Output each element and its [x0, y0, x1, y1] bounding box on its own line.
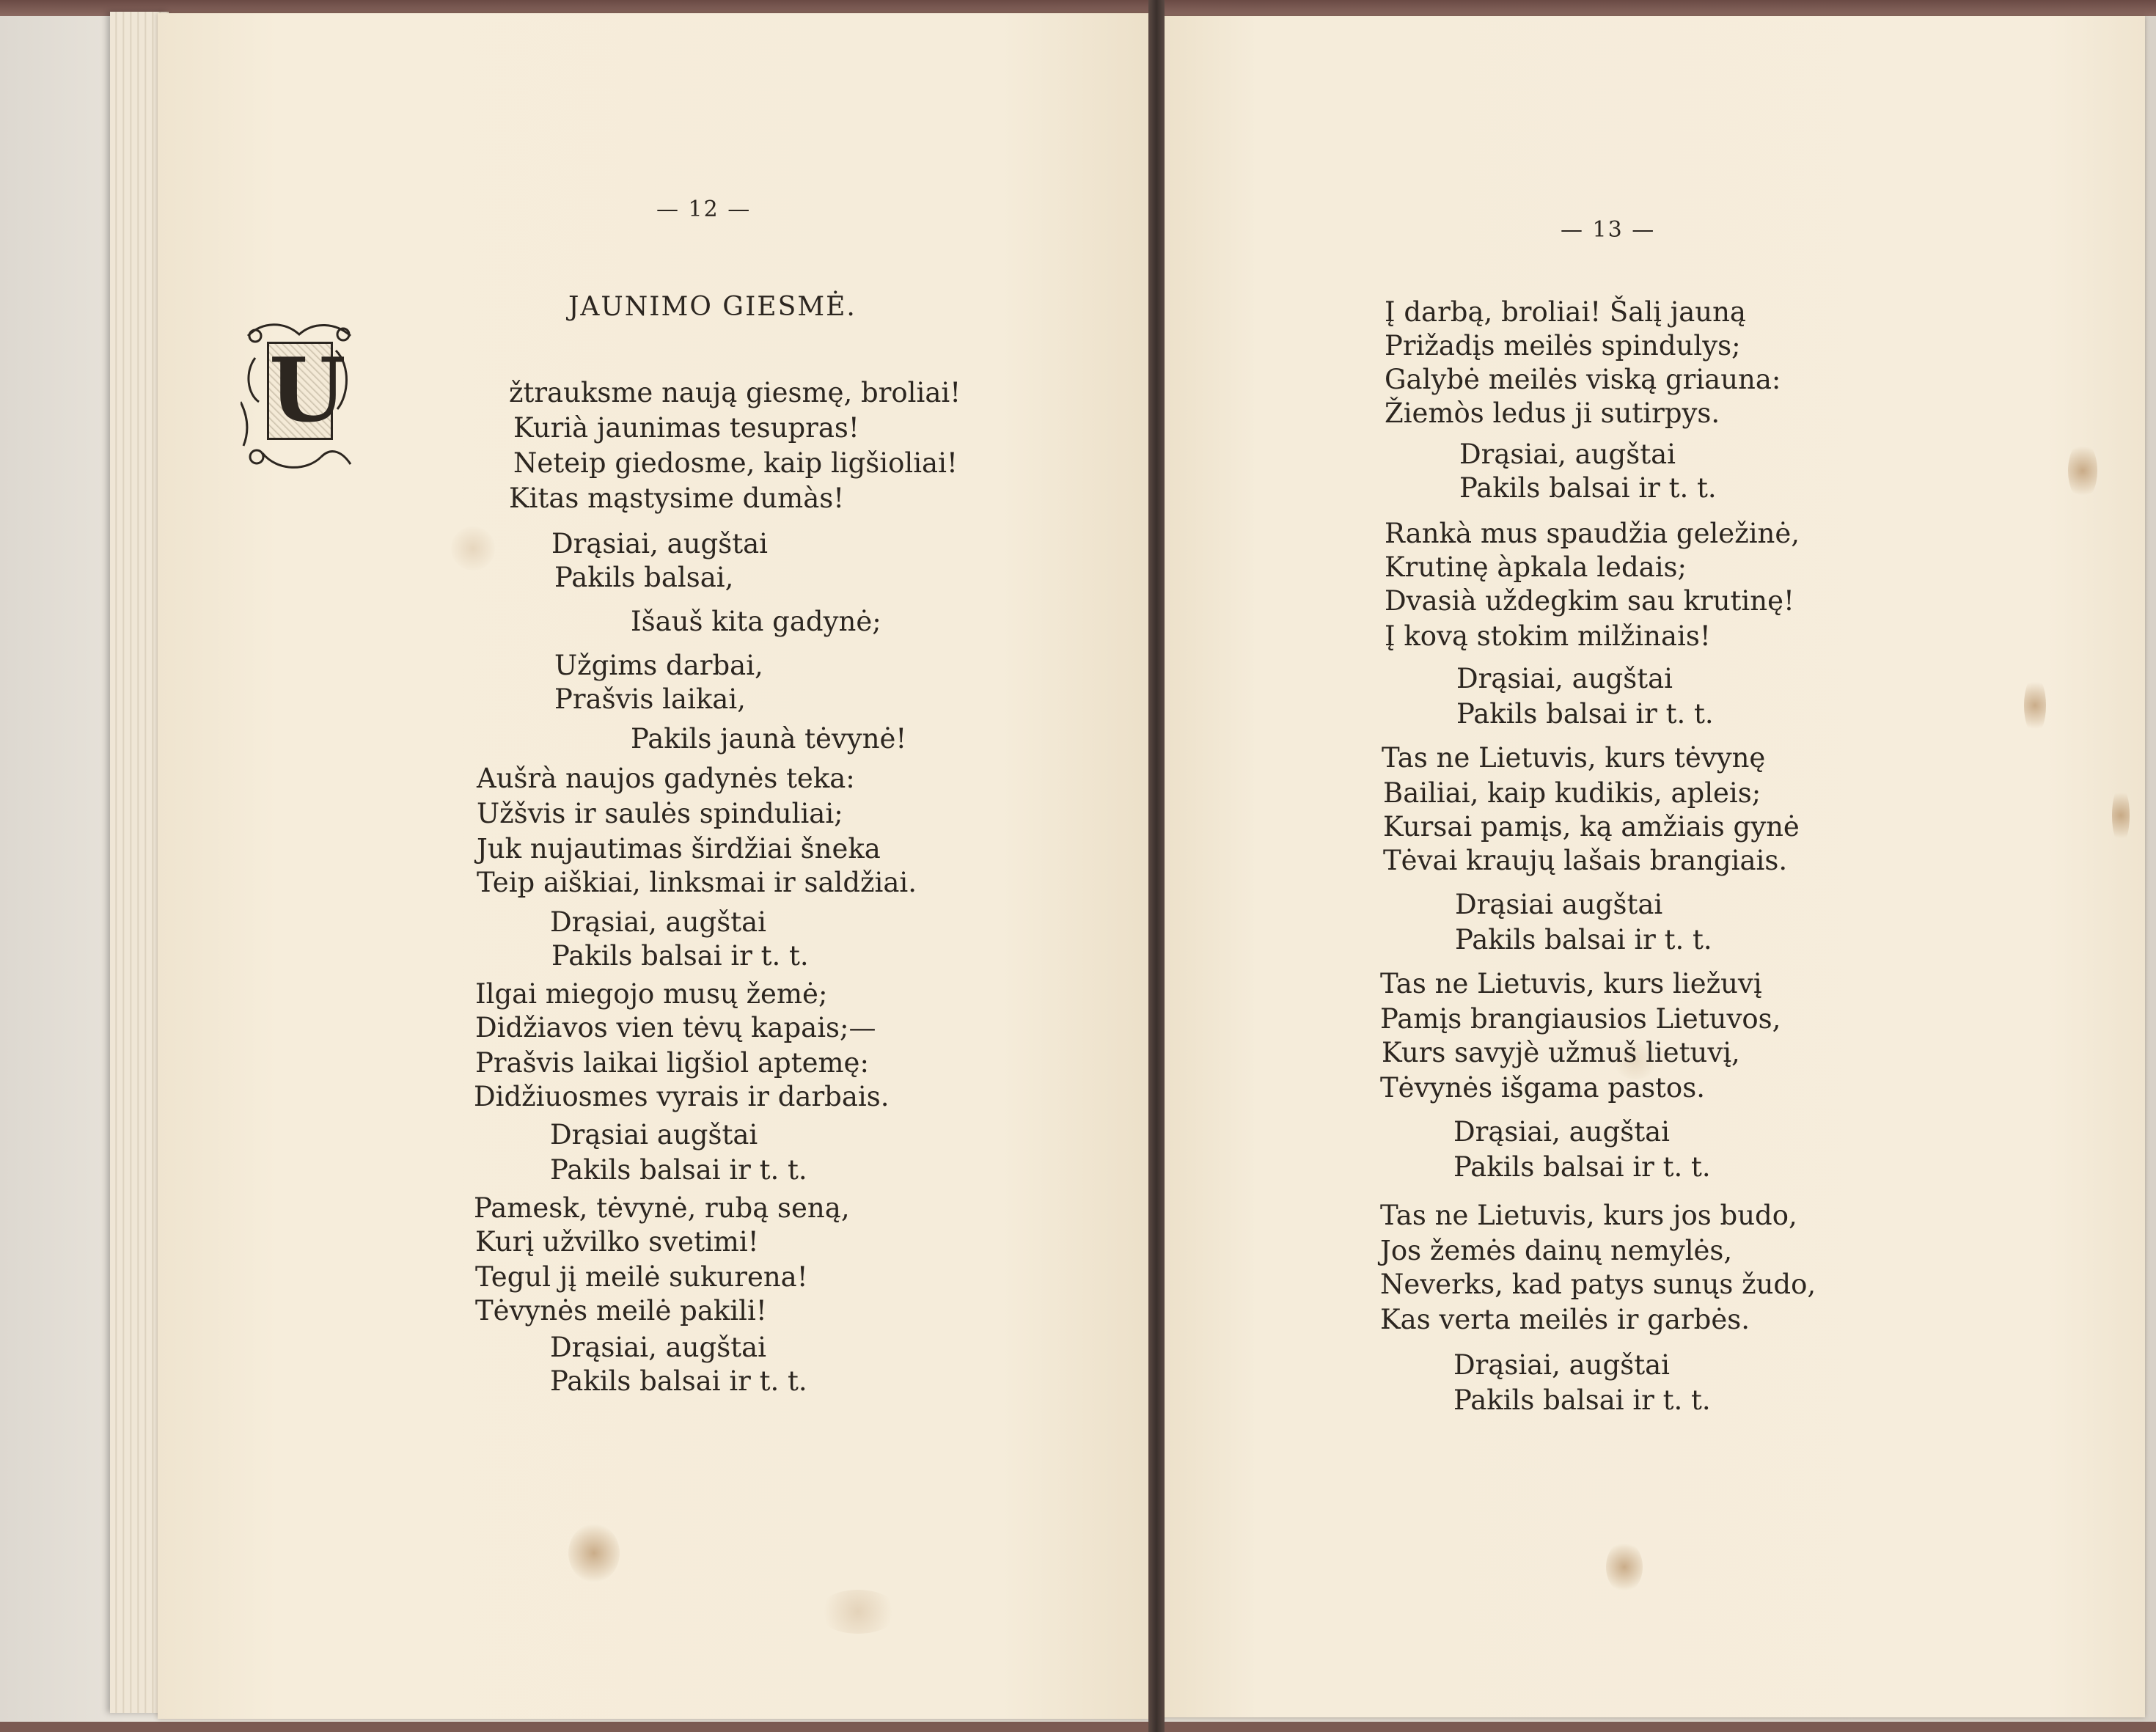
- poem-line: Tėvynės išgama pastos.: [1380, 1072, 1705, 1104]
- page-number-left: — 12 —: [656, 197, 752, 222]
- poem-line: Neverks, kad patys sunųs žudo,: [1380, 1269, 1816, 1300]
- foxing-stain: [2112, 786, 2130, 845]
- poem-line: Tėvai kraujų lašais brangiais.: [1383, 845, 1788, 876]
- poem-line: Bailiai, kaip kudikis, apleis;: [1383, 777, 1761, 809]
- poem-line: Dvasià uždegkim sau krutinę!: [1385, 585, 1794, 617]
- poem-line: Didžiavos vien tėvų kapais;—: [475, 1012, 876, 1043]
- poem-line: Pakils balsai ir t. t.: [1453, 1384, 1711, 1416]
- poem-line: Drąsiai augštai: [550, 1119, 758, 1151]
- poem-line: Krutinę àpkala ledais;: [1385, 551, 1687, 583]
- foxing-stain: [2024, 676, 2046, 735]
- poem-line: Jos žemės dainų nemylės,: [1380, 1235, 1733, 1266]
- poem-line: Kitas mąstysime dumàs!: [509, 482, 845, 514]
- poem-line: Kas verta meilės ir garbės.: [1380, 1304, 1750, 1335]
- poem-line: Pakils balsai ir t. t.: [1453, 1151, 1711, 1183]
- book-spine: [1148, 0, 1165, 1732]
- poem-line: Drąsiai augštai: [1455, 889, 1663, 920]
- foxing-stain: [2068, 441, 2097, 500]
- poem-line: Žiemòs ledus ji sutirpys.: [1385, 397, 1720, 429]
- foxing-stain: [568, 1524, 620, 1582]
- poem-line: Drąsiai, augštai: [550, 906, 766, 938]
- poem-line: Kurį užvilko svetimi!: [475, 1226, 759, 1258]
- foxing-stain: [451, 526, 495, 570]
- poem-line: Į kovą stokim milžinais!: [1385, 620, 1711, 652]
- poem-line: Drąsiai, augštai: [1453, 1116, 1670, 1148]
- poem-line: Kursai pamįs, ką amžiais gynė: [1383, 811, 1800, 843]
- poem-line: Aušrà naujos gadynės teka:: [477, 763, 855, 794]
- poem-line: Pamesk, tėvynė, rubą seną,: [474, 1192, 850, 1224]
- poem-line: Neteip giedosme, kaip ligšioliai!: [513, 447, 958, 479]
- poem-line: Prižadįs meilės spindulys;: [1385, 330, 1741, 362]
- poem-line: Pakils balsai ir t. t.: [1456, 698, 1714, 730]
- poem-line: Tas ne Lietuvis, kurs jos budo,: [1380, 1200, 1797, 1231]
- poem-line: Pamįs brangiausios Lietuvos,: [1380, 1003, 1781, 1035]
- poem-line: Didžiuosmes vyrais ir darbais.: [474, 1081, 890, 1112]
- poem-line: Drąsiai, augštai: [1453, 1349, 1670, 1381]
- poem-line: Tas ne Lietuvis, kurs tėvynę: [1382, 742, 1766, 774]
- poem-line: Pakils balsai ir t. t.: [1459, 472, 1717, 504]
- poem-line: Drąsiai, augštai: [550, 1332, 766, 1363]
- page-number-right: — 13 —: [1561, 217, 1656, 243]
- poem-line: Prašvis laikai ligšiol aptemę:: [475, 1047, 869, 1079]
- left-page: [158, 13, 1149, 1719]
- poem-line: Pakils jaunà tėvynė!: [631, 723, 907, 755]
- poem-line: Pakils balsai ir t. t.: [551, 940, 809, 972]
- poem-line: Pakils balsai,: [554, 562, 734, 593]
- poem-line: Drąsiai, augštai: [1459, 438, 1676, 470]
- foxing-stain: [818, 1590, 898, 1634]
- poem-line: Kurià jaunimas tesupras!: [513, 412, 859, 444]
- book-cover-bottom-edge: [0, 1722, 2156, 1732]
- poem-line: Užšvis ir saulės spinduliai;: [477, 798, 843, 829]
- poem-line: Užgims darbai,: [554, 650, 763, 681]
- poem-line: Pakils balsai ir t. t.: [550, 1365, 807, 1397]
- poem-line: Kurs savyjè užmuš lietuvį,: [1382, 1037, 1740, 1068]
- poem-line: Pakils balsai ir t. t.: [1455, 924, 1712, 955]
- poem-line: Galybė meilės viską griauna:: [1385, 364, 1781, 395]
- poem-line: Į darbą, broliai! Šalį jauną: [1385, 296, 1746, 328]
- poem-line: Tėvynės meilė pakili!: [475, 1295, 767, 1326]
- poem-title: JAUNIMO GIESMĖ.: [568, 292, 857, 322]
- ornamental-drop-cap: [241, 314, 355, 475]
- poem-line: Tegul jį meilė sukurena!: [475, 1261, 808, 1293]
- poem-line: Išauš kita gadynė;: [631, 606, 881, 637]
- poem-line: Juk nujautimas širdžiai šneka: [477, 833, 881, 865]
- foxing-stain: [1606, 1541, 1643, 1593]
- poem-line: žtrauksme naują giesmę, broliai!: [509, 377, 961, 408]
- poem-line: Drąsiai, augštai: [1456, 663, 1673, 694]
- poem-line: Pakils balsai ir t. t.: [550, 1154, 807, 1186]
- poem-line: Ilgai miegojo musų žemė;: [475, 978, 828, 1010]
- poem-line: Drąsiai, augštai: [551, 528, 768, 559]
- poem-line: Tas ne Lietuvis, kurs liežuvį: [1380, 968, 1762, 999]
- poem-line: Teip aiškiai, linksmai ir saldžiai.: [477, 867, 917, 898]
- drop-cap-letter: U: [267, 342, 333, 440]
- poem-line: Prašvis laikai,: [554, 683, 746, 715]
- poem-line: Rankà mus spaudžia geležinė,: [1385, 518, 1800, 549]
